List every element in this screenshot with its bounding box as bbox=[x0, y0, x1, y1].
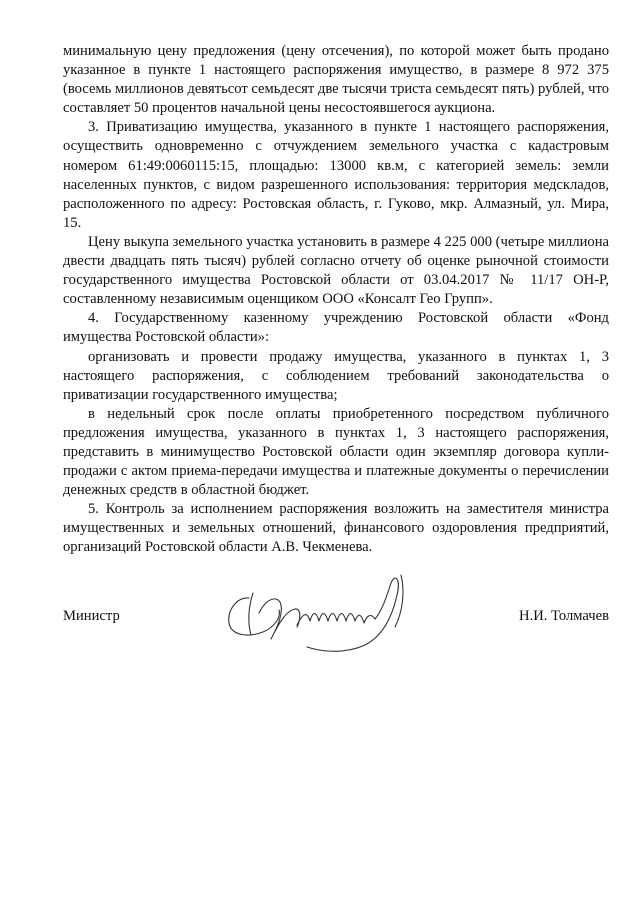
signature-block bbox=[63, 603, 609, 643]
signatory-name: Н.И. Толмачев bbox=[519, 608, 609, 624]
handwritten-signature bbox=[215, 565, 415, 655]
paragraph-item-3-privatization: 3. Приватизацию имущества, указанного в пункте 1 настоящего распоряжения, осуществить одновременно с отчуждением земельного участка с кадастровым номером 61:49:0060115:15, площадью: 13000 кв.м, с категорией земель: земли населенных пунктов, с видом разрешенного использования: территория медскладов, расположенного по адресу: Ростовская область, г. Гуково, мкр. Алмазный, ул. Мира, 15. bbox=[63, 119, 609, 231]
paragraph-item-5-control: 5. Контроль за исполнением распоряжения возложить на заместителя министра имущественных и земельных отношений, финансового оздоровления предприятий, организаций Ростовской области А.В. Чекменева. bbox=[63, 501, 609, 556]
paragraph-item-4-fund: 4. Государственному казенному учреждению Ростовской области «Фонд имущества Ростовской области»: bbox=[63, 310, 609, 346]
paragraph-minimum-price: минимальную цену предложения (цену отсечения), по которой может быть продано указанное в пункте 1 настоящего распоряжения имущество, в размере 8 972 375 (восемь миллионов девятьсот семьдесят две тысячи триста семьдесят пять) рублей, что составляет 50 процентов начальной цены несостоявшегося аукциона. bbox=[63, 43, 609, 117]
paragraph-land-price: Цену выкупа земельного участка установить в размере 4 225 000 (четыре миллиона двести двадцать пять тысяч) рублей согласно отчету об оценке рыночной стоимости государственного имущества Ростовской области от 03.04.2017 № 11/17 ОН-Р, составленному независимым оценщиком ООО «Консалт Гео Групп». bbox=[63, 233, 609, 308]
signatory-title: Министр bbox=[63, 608, 120, 624]
document-body bbox=[63, 42, 609, 558]
paragraph-organize-sale: организовать и провести продажу имущества, указанного в пунктах 1, 3 настоящего распоряжения, с соблюдением требований законодательства о приватизации государственного имущества; bbox=[63, 348, 609, 403]
paragraph-submit-contract: в недельный срок после оплаты приобретенного посредством публичного предложения имущества, указанного в пунктах 1, 3 настоящего распоряжения, представить в минимущество Ростовской области один экземпляр договора купли-продажи с актом приема-передачи имущества и платежные документы о перечислении денежных средств в областной бюджет. bbox=[63, 405, 609, 499]
